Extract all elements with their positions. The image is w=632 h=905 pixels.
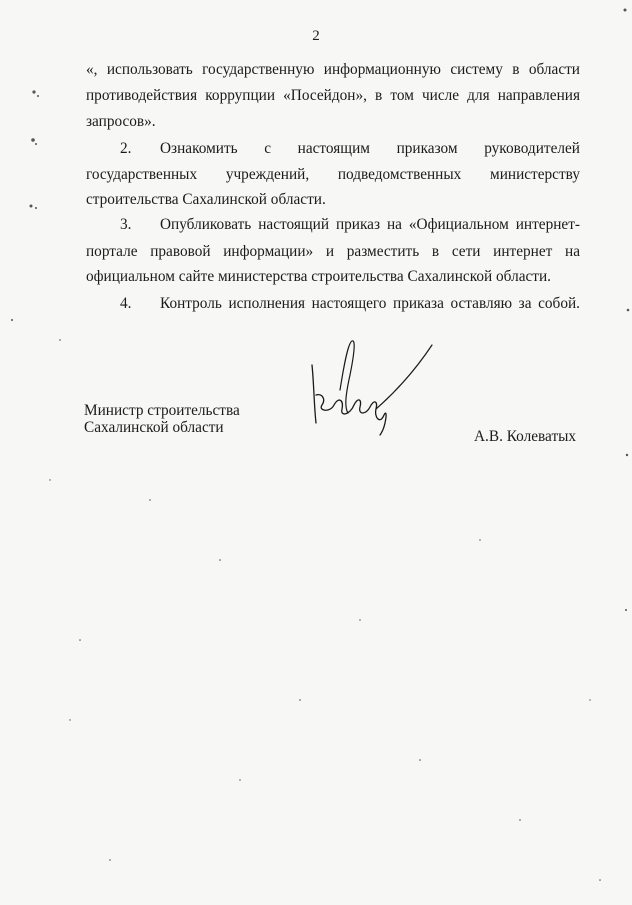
body-line: противодействия коррупции «Посейдон», в том числе для направления [86, 87, 580, 104]
signer-title-line: Министр строительства [84, 402, 240, 419]
handwritten-signature [300, 335, 445, 440]
body-line: «, использовать государственную информационную систему в области [86, 61, 580, 78]
item-number: 2. [120, 140, 132, 157]
signer-name: А.В. Колеватых [474, 428, 577, 445]
item-number: 4. [120, 295, 132, 312]
page-number: 2 [312, 28, 320, 44]
list-item-4 [86, 295, 580, 312]
body-line: государственных учреждений, подведомственных министерству [86, 166, 580, 183]
list-item-2 [86, 140, 580, 157]
body-line: портале правовой информации» и разместить в сети интернет на [86, 243, 580, 260]
body-line: строительства Сахалинской области. [86, 191, 326, 208]
item-number: 3. [120, 216, 132, 233]
body-line: Контроль исполнения настоящего приказа оставляю за собой. [160, 295, 580, 312]
body-line: Опубликовать настоящий приказ на «Официальном интернет- [160, 216, 580, 233]
body-line: официальном сайте министерства строительства Сахалинской области. [86, 268, 551, 285]
list-item-3 [86, 216, 580, 233]
signer-title [84, 402, 240, 436]
body-line: Ознакомить с настоящим приказом руководителей [160, 140, 580, 157]
signer-title-line: Сахалинской области [84, 419, 224, 436]
body-line: запросов». [86, 113, 156, 130]
